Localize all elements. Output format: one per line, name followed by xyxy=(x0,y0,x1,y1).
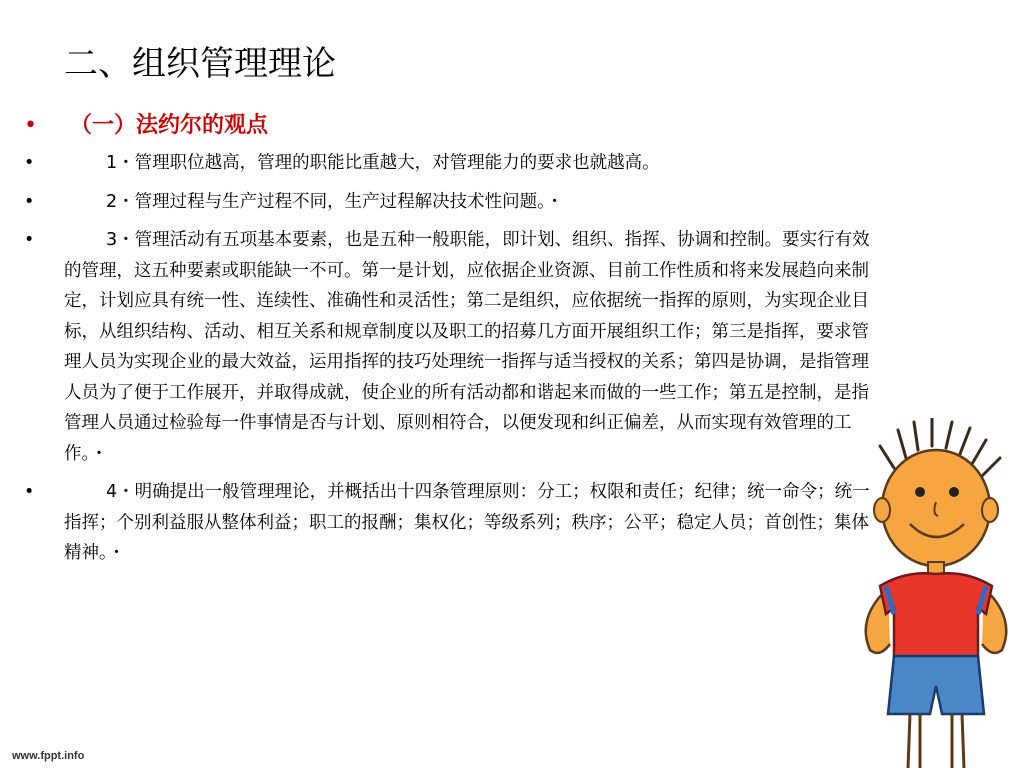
bullet-icon: • xyxy=(24,230,35,250)
bullet-icon: • xyxy=(24,153,35,173)
slide-title: 二、组织管理理论 xyxy=(64,44,336,84)
bullet-text: 3・管理活动有五项基本要素，也是五种一般职能，即计划、组织、指挥、协调和控制。要实行有效的管理，这五种要素或职能缺一不可。第一是计划，应依据企业资源、目前工作性质和将来发展趋向来制定，计划应具有统一性、连续性、准确性和灵活性；第二是组织，应依据统一指挥的原则，为实现企业目标，从组织结构、活动、相互关系和规章制度以及职工的招募几方面开展组织工作；第三是指挥，要求管理人员为实现企业的最大效益，运用指挥的技巧处理统一指挥与适当授权的关系；第四是协调，是指管理人员为了便于工作展开，并取得成就，使企业的所有活动都和谐起来而做的一些工作；第五是控制，是指管理人员通过检验每一件事情是否与计划、原则相符合，以便发现和纠正偏差，从而实现有效管理的工作。・ xyxy=(64,230,870,464)
bullet-item-3 xyxy=(20,225,870,469)
bullet-list xyxy=(20,108,870,577)
bullet-icon: • xyxy=(24,482,35,502)
bullet-item-2 xyxy=(20,187,870,218)
bullet-item-heading xyxy=(20,108,870,144)
bullet-icon: • xyxy=(24,113,37,138)
bullet-text: 4・明确提出一般管理理论，并概括出十四条管理原则：分工；权限和责任；纪律；统一命令；统一指挥；个别利益服从整体利益；职工的报酬；集权化；等级系列；秩序；公平；稳定人员；首创性；集体精神。・ xyxy=(64,482,870,563)
cartoon-boy-illustration xyxy=(836,418,1024,768)
footer-watermark: www.fppt.info xyxy=(12,750,85,762)
bullet-text: 1・管理职位越高，管理的职能比重越大，对管理能力的要求也就越高。 xyxy=(106,153,660,173)
bullet-item-1 xyxy=(20,148,870,179)
bullet-item-4 xyxy=(20,477,870,569)
bullet-icon: • xyxy=(24,191,35,212)
bullet-heading-text: （一）法约尔的观点 xyxy=(70,113,269,138)
bullet-text: 2・管理过程与生产过程不同，生产过程解决技术性问题。・ xyxy=(106,191,564,212)
